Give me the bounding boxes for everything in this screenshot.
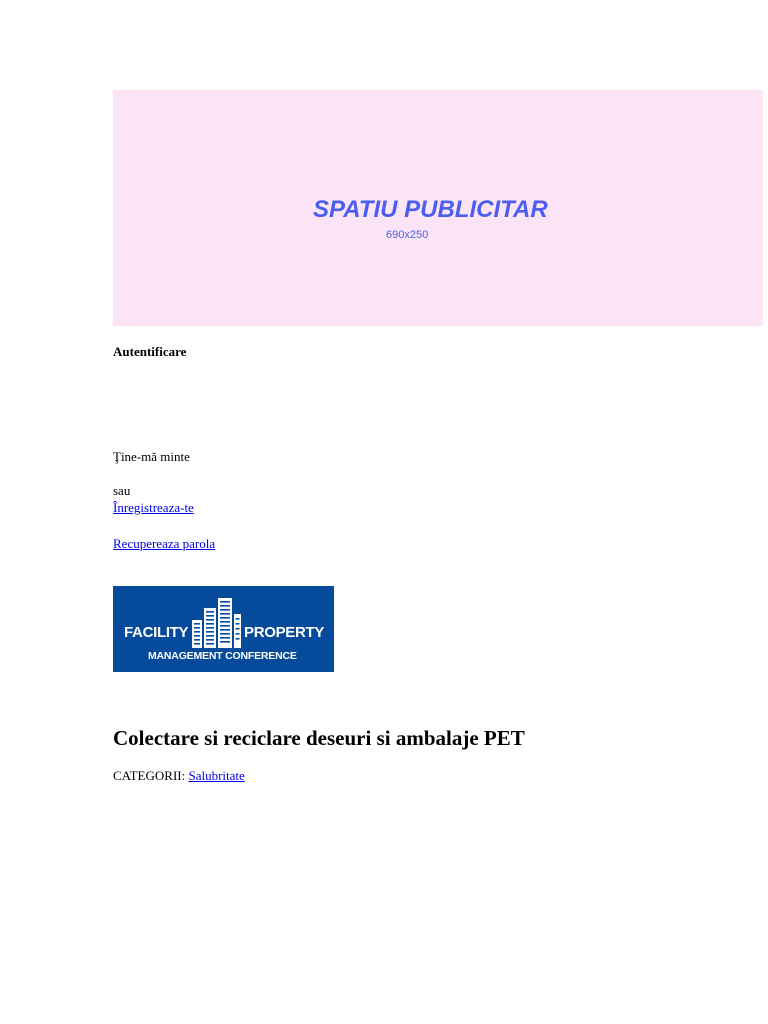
ad-size: 690x250	[386, 229, 429, 241]
login-heading: Autentificare	[113, 344, 187, 359]
category-link-salubritate[interactable]: Salubritate	[188, 768, 245, 783]
recover-password-link[interactable]: Recupereaza parola	[113, 536, 216, 551]
logo-bottom-text: MANAGEMENT CONFERENCE	[148, 650, 297, 662]
or-text: sau	[113, 483, 131, 498]
category-line	[113, 768, 245, 784]
logo-right-text: PROPERTY	[244, 624, 325, 641]
categories-label: CATEGORII:	[113, 768, 186, 783]
ad-banner[interactable]	[113, 90, 763, 326]
remember-me-label[interactable]: Ţine-mă minte	[113, 449, 190, 464]
article-title: Colectare si reciclare deseuri si ambalaje PET	[113, 726, 525, 750]
facility-property-logo[interactable]	[113, 586, 334, 672]
register-link[interactable]: Înregistreaza-te	[113, 500, 194, 515]
logo-left-text: FACILITY	[124, 624, 189, 641]
ad-title: SPATIU PUBLICITAR	[313, 196, 548, 223]
buildings-icon	[190, 598, 242, 648]
